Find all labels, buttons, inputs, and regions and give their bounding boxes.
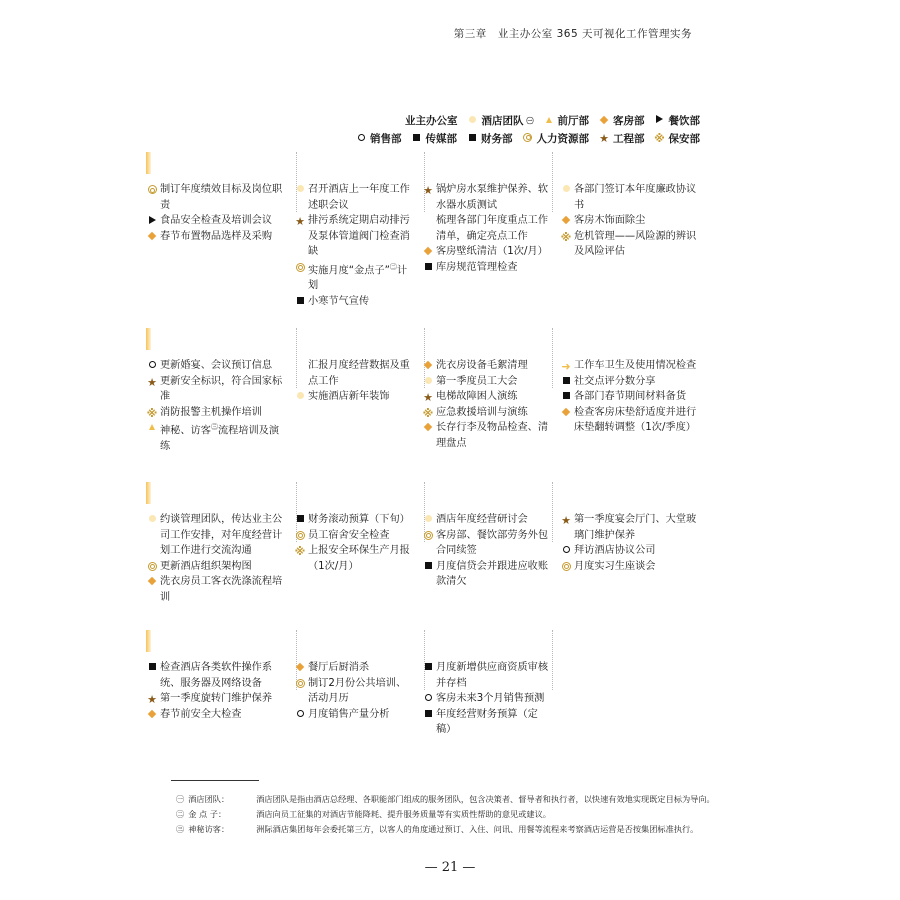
square-icon — [294, 515, 306, 525]
double-circle-icon — [146, 562, 158, 574]
page-number: — 21 — — [424, 860, 476, 875]
task-text — [160, 512, 288, 559]
task-item — [560, 543, 700, 559]
legend-label: 传媒部 — [425, 133, 457, 145]
light-circle-icon — [422, 515, 434, 525]
task-text — [436, 405, 550, 421]
legend-label: 客房部 — [613, 115, 645, 127]
task-text-part: 春节前安全大检查 — [160, 708, 242, 720]
diamond-icon — [422, 361, 434, 371]
task-text-part: 客房部、餐饮部劳务外包合同续签 — [436, 529, 549, 556]
task-text-part: 年度经营财务预算（定稿） — [436, 708, 538, 735]
task-text-part: 召开酒店上一年度工作述职会议 — [308, 184, 410, 211]
task-text-part: 电梯故障困人演练 — [436, 391, 518, 402]
task-text — [436, 260, 550, 276]
diamond-icon — [422, 423, 434, 433]
footnote-key: 酒店团队： — [188, 794, 230, 804]
task-text-part: 梳理各部门年度重点工作清单，确定亮点工作 — [436, 215, 549, 242]
task-text — [574, 559, 700, 575]
footnote-mark: ㊀ — [176, 794, 185, 804]
task-text-part: 客房壁纸清洁（1次/月） — [436, 246, 548, 257]
double-circle-icon — [294, 263, 306, 275]
task-text-part: 制订2月份公共培训、活动月历 — [308, 677, 407, 704]
task-text — [436, 559, 550, 590]
footnote-rule — [171, 780, 259, 781]
footnote-mark: ㊂ — [176, 824, 185, 834]
task-text-part: 应急救援培训与演练 — [436, 406, 528, 418]
footnote — [176, 792, 715, 807]
column-divider — [552, 152, 553, 212]
legend-item — [654, 131, 701, 146]
footnotes — [176, 792, 715, 837]
task-item — [146, 420, 288, 454]
running-header: 第三章 业主办公室 365 天可视化工作管理实务 — [453, 28, 692, 40]
task-text — [436, 528, 550, 559]
day-column — [146, 660, 288, 722]
footnote-mark: ㊁ — [389, 262, 397, 271]
task-text — [436, 244, 550, 260]
diamond-icon — [294, 663, 306, 673]
double-circle-icon — [294, 531, 306, 543]
day-column — [422, 512, 550, 590]
light-circle-icon — [146, 515, 158, 525]
task-item — [422, 707, 550, 738]
legend-item — [355, 131, 402, 146]
diamond-icon — [146, 577, 158, 587]
task-text-part: 第一季度宴会厅门、大堂玻璃门维护保养 — [574, 514, 697, 541]
day-column — [560, 182, 700, 260]
task-text-part: 洗衣房员工客衣洗涤流程培训 — [160, 576, 283, 603]
task-text — [308, 260, 416, 294]
task-text — [436, 512, 550, 528]
task-item — [294, 358, 416, 389]
task-text-part: 制订年度绩效目标及岗位职责 — [160, 184, 283, 211]
task-item — [146, 574, 288, 605]
day-column — [294, 512, 416, 574]
task-text — [160, 182, 288, 213]
day-column — [422, 660, 550, 738]
task-text — [436, 660, 550, 691]
task-text-part: 库房规范管理检查 — [436, 261, 518, 273]
day-column — [294, 660, 416, 722]
task-item — [146, 374, 288, 405]
light-circle-icon — [467, 116, 479, 126]
task-item — [422, 358, 550, 374]
task-text — [160, 707, 288, 723]
day-column — [422, 182, 550, 275]
task-item — [146, 691, 288, 707]
task-text-part: 流程培训及演练 — [160, 425, 280, 452]
legend-item — [598, 131, 645, 146]
task-item — [294, 389, 416, 405]
task-item — [294, 260, 416, 294]
task-item — [422, 405, 550, 421]
task-text-part: 月度新增供应商资质审核并存档 — [436, 662, 549, 689]
task-item — [294, 543, 416, 574]
task-text-part: 上报安全环保生产月报（1次/月） — [308, 545, 410, 572]
task-text — [574, 229, 700, 260]
task-item — [422, 182, 550, 213]
task-item — [146, 660, 288, 691]
task-text — [160, 691, 288, 707]
day-column — [146, 182, 288, 244]
star-icon: ★ — [147, 375, 157, 389]
task-text — [436, 358, 550, 374]
task-text-part: 工作车卫生及使用情况检查 — [574, 360, 697, 371]
legend-item — [466, 131, 513, 146]
legend-label: 酒店团队 — [481, 115, 524, 127]
task-text — [308, 528, 416, 544]
task-text-part: 各部门春节期间材料备货 — [574, 391, 687, 402]
task-text-part: 汇报月度经营数据及重点工作 — [308, 360, 410, 387]
square-icon — [422, 663, 434, 673]
task-text — [160, 358, 288, 374]
task-item — [560, 358, 700, 374]
task-item — [146, 707, 288, 723]
task-text — [574, 374, 700, 390]
task-item — [560, 389, 700, 405]
legend-item — [405, 113, 458, 128]
triangle-icon — [543, 116, 555, 126]
column-divider — [552, 482, 553, 542]
task-text-part: 约谈管理团队，传达业主公司工作安排，对年度经营计划工作进行交流沟通 — [160, 514, 283, 556]
task-text — [574, 512, 700, 543]
task-text-part: 拜访酒店协议公司 — [574, 545, 656, 556]
circle-icon — [422, 694, 434, 704]
week-tab — [146, 328, 151, 350]
diamond-icon — [598, 116, 610, 126]
task-text-part: 神秘、访客 — [160, 425, 211, 437]
day-column — [560, 512, 700, 574]
task-text — [436, 707, 550, 738]
legend-item — [598, 113, 645, 128]
task-item — [422, 244, 550, 260]
legend-label: 人力资源部 — [536, 133, 589, 145]
task-text-part: 第一季度员工大会 — [436, 375, 518, 387]
task-text-part: 计划 — [308, 264, 408, 292]
footnote-key: 金 点 子： — [188, 809, 227, 819]
task-text-part: 月度实习生座谈会 — [574, 560, 656, 572]
asterisk-icon: ※ — [294, 545, 306, 558]
square-icon — [560, 392, 572, 402]
star-icon: ★ — [561, 514, 571, 527]
task-text — [574, 405, 700, 436]
task-text — [160, 374, 288, 405]
double-circle-icon — [522, 133, 534, 145]
task-item — [146, 182, 288, 213]
light-circle-icon — [560, 185, 572, 195]
square-icon — [422, 710, 434, 720]
task-text-part: 餐厅后厨消杀 — [308, 662, 370, 673]
task-text — [160, 405, 288, 421]
task-text — [308, 358, 416, 389]
task-text-part: 春节布置物品选样及采购 — [160, 230, 273, 242]
task-text — [436, 691, 550, 707]
task-text — [308, 676, 416, 707]
task-item — [422, 660, 550, 691]
legend-label: 餐饮部 — [668, 115, 700, 127]
task-text — [574, 213, 700, 229]
legend-label: 业主办公室 — [405, 115, 458, 127]
task-text — [308, 213, 416, 260]
task-text — [308, 294, 416, 310]
square-icon — [422, 562, 434, 572]
asterisk-icon: ※ — [146, 406, 158, 420]
task-item — [560, 405, 700, 436]
task-item — [146, 512, 288, 559]
task-text — [308, 389, 416, 405]
task-text-part: 各部门签订本年度廉政协议书 — [574, 184, 697, 211]
square-icon — [146, 663, 158, 673]
task-item — [294, 182, 416, 213]
day-column — [294, 358, 416, 405]
task-text-part: 客房木饰面除尘 — [574, 215, 646, 226]
footnote-mark: ㊁ — [176, 809, 185, 819]
task-text-part: 酒店年度经营研讨会 — [436, 514, 528, 525]
task-item — [294, 707, 416, 723]
task-text — [308, 182, 416, 213]
task-text-part: 锅炉房水泵维护保养、软水器水质测试 — [436, 184, 549, 211]
task-text — [436, 213, 550, 244]
square-icon — [411, 134, 423, 144]
task-text-part: 客房未来3个月销售预测 — [436, 693, 545, 704]
task-item — [146, 405, 288, 421]
task-text — [574, 389, 700, 405]
task-item — [146, 559, 288, 575]
task-item — [422, 512, 550, 528]
diamond-icon — [146, 232, 158, 242]
task-text-part: 长存行李及物品检查、清理盘点 — [436, 422, 549, 449]
circle-icon — [146, 361, 158, 371]
task-text — [308, 543, 416, 574]
triangle-icon — [146, 423, 158, 433]
task-item — [422, 213, 550, 244]
task-item — [560, 182, 700, 213]
light-circle-icon — [422, 377, 434, 387]
legend-item — [654, 113, 701, 128]
task-item — [294, 294, 416, 310]
square-icon — [422, 263, 434, 273]
double-circle-icon — [422, 531, 434, 543]
task-item — [294, 660, 416, 676]
legend-item — [467, 113, 534, 128]
legend-label: 前厅部 — [557, 115, 589, 127]
task-text-part: 检查酒店各类软件操作系统、服务器及网络设备 — [160, 662, 273, 689]
task-text — [436, 420, 550, 451]
star-icon: ★ — [599, 131, 609, 145]
legend-row-1 — [405, 113, 700, 128]
task-text — [574, 182, 700, 213]
task-item — [560, 229, 700, 260]
task-text-part: 洗衣房设备毛絮清理 — [436, 360, 528, 371]
task-text — [160, 213, 288, 229]
task-text-part: 财务滚动预算（下旬） — [308, 514, 410, 525]
column-divider — [552, 630, 553, 690]
day-column — [294, 182, 416, 309]
task-item — [146, 229, 288, 245]
legend-label: 工程部 — [613, 133, 645, 145]
task-item — [422, 260, 550, 276]
legend-label: 保安部 — [668, 133, 700, 145]
asterisk-icon: ※ — [560, 230, 572, 244]
legend-item — [411, 131, 458, 146]
circle-icon — [294, 710, 306, 720]
task-item — [422, 420, 550, 451]
column-divider — [552, 328, 553, 388]
day-column — [146, 512, 288, 605]
task-text — [160, 574, 288, 605]
asterisk-icon: ※ — [422, 406, 434, 420]
task-item — [422, 389, 550, 405]
task-item — [560, 559, 700, 575]
task-text — [160, 660, 288, 691]
task-text — [436, 182, 550, 213]
footnote-text: 酒店向员工征集的对酒店节能降耗、提升服务质量等有实质性帮助的意见或建议。 — [256, 809, 551, 819]
task-item — [294, 528, 416, 544]
circle-icon — [355, 134, 367, 144]
task-text — [574, 358, 700, 374]
task-text-part: 月度销售产量分析 — [308, 708, 390, 720]
star-icon: ★ — [295, 215, 305, 228]
task-text — [160, 229, 288, 245]
circle-icon — [560, 546, 572, 556]
task-text — [308, 660, 416, 676]
task-item — [422, 528, 550, 559]
legend-label: 财务部 — [481, 133, 513, 145]
task-item — [422, 691, 550, 707]
star-icon: ★ — [423, 184, 433, 197]
day-column — [146, 358, 288, 454]
legend-label: 销售部 — [370, 133, 402, 145]
task-text — [160, 420, 288, 454]
footnote-text: 洲际酒店集团每年会委托第三方，以客人的角度通过预订、入住、问讯、用餐等流程来考察酒店运营是否按集团标准执行。 — [256, 824, 699, 834]
footnote — [176, 822, 715, 837]
legend-row-2 — [355, 131, 700, 146]
week-tab — [146, 482, 151, 504]
task-text-part: 实施月度“金点子” — [308, 264, 390, 276]
light-circle-icon — [294, 185, 306, 195]
star-icon: ★ — [147, 693, 157, 706]
task-text-part: 更新安全标识，符合国家标准 — [160, 375, 283, 402]
play-icon — [654, 115, 666, 126]
legend-item — [543, 113, 590, 128]
task-text-part: 实施酒店新年装饰 — [308, 391, 390, 402]
task-text-part: 社交点评分数分享 — [574, 375, 656, 387]
task-text-part: 排污系统定期启动排污及泵体管道阀门检查消缺 — [308, 215, 410, 257]
task-item — [560, 512, 700, 543]
task-item — [294, 676, 416, 707]
square-icon — [560, 377, 572, 387]
task-text — [160, 559, 288, 575]
task-text — [308, 512, 416, 528]
week-tab — [146, 630, 151, 652]
task-text-part: 危机管理——风险源的辨识及风险评估 — [574, 230, 697, 257]
task-text-part: 员工宿舍安全检查 — [308, 529, 390, 541]
play-icon — [146, 216, 158, 227]
footnote-key: 神秘访客： — [188, 824, 230, 834]
double-circle-icon — [146, 185, 158, 197]
week-tab — [146, 152, 151, 174]
task-text-part: 第一季度旋转门维护保养 — [160, 693, 273, 704]
footnote-text: 酒店团队是指由酒店总经理、各职能部门组成的服务团队，包含决策者、督导者和执行者，以快速有效地实现既定目标为导向。 — [256, 794, 715, 804]
task-text — [574, 543, 700, 559]
task-text-part: 月度信贷会并跟进应收账款清欠 — [436, 560, 549, 587]
task-text-part: 消防报警主机操作培训 — [160, 406, 262, 418]
diamond-icon — [560, 216, 572, 226]
task-text-part: 小寒节气宣传 — [308, 295, 370, 307]
footnote-mark: ㊀ — [526, 116, 534, 125]
task-text — [308, 707, 416, 723]
task-text-part: 检查客房床垫舒适度并进行床垫翻转调整（1次/季度） — [574, 406, 697, 433]
day-column — [560, 358, 700, 436]
diamond-icon — [422, 247, 434, 257]
task-text-part: 食品安全检查及培训会议 — [160, 215, 273, 226]
day-column — [422, 358, 550, 451]
task-text — [436, 389, 550, 405]
diamond-icon — [560, 408, 572, 418]
footnote-mark: ㊂ — [210, 423, 218, 431]
task-item — [422, 559, 550, 590]
task-item — [146, 358, 288, 374]
light-circle-icon — [294, 392, 306, 402]
diamond-icon — [146, 710, 158, 720]
task-text — [436, 374, 550, 390]
task-item — [422, 374, 550, 390]
task-item — [560, 213, 700, 229]
star-icon: ★ — [423, 391, 433, 404]
footnote — [176, 807, 715, 822]
legend-item — [522, 131, 590, 146]
task-text-part: 更新婚宴、会议预订信息 — [160, 360, 273, 371]
task-text-part: 更新酒店组织架构图 — [160, 560, 252, 572]
task-item — [294, 512, 416, 528]
task-item — [294, 213, 416, 260]
square-icon — [294, 297, 306, 307]
square-icon — [466, 134, 478, 144]
double-circle-icon — [294, 679, 306, 691]
task-item — [146, 213, 288, 229]
task-item — [560, 374, 700, 390]
arrow-icon: ➜ — [561, 360, 571, 373]
double-circle-icon — [560, 562, 572, 574]
asterisk-icon: ※ — [654, 131, 665, 145]
